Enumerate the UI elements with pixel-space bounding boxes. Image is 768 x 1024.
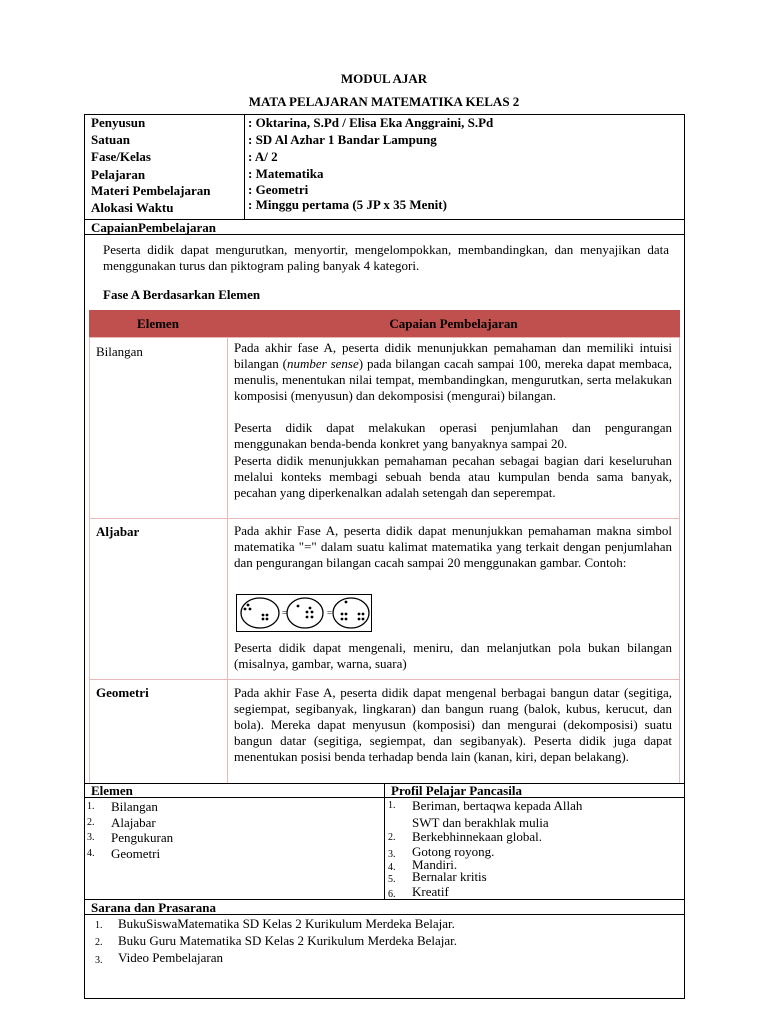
label-materi: Materi Pembelajaran — [91, 183, 211, 198]
list-number: 3. — [87, 832, 95, 843]
label-pelajaran: Pelajaran — [91, 167, 146, 182]
profil-item-6: Kreatif — [412, 884, 449, 899]
value-pelajaran: : Matematika — [248, 166, 324, 181]
sarana-heading: Sarana dan Prasarana — [91, 900, 216, 915]
row-element-geometri: Geometri — [96, 685, 149, 700]
inner-table-line-2 — [89, 679, 680, 680]
bilangan-p1-em: number sense — [286, 356, 359, 371]
list-number: 4. — [87, 847, 95, 859]
frame-left — [84, 114, 85, 998]
equals-sign-1: = — [282, 608, 288, 618]
document-subtitle: MATA PELAJARAN MATEMATIKA KELAS 2 — [248, 94, 520, 109]
label-fase-kelas: Fase/Kelas — [91, 149, 151, 164]
profil-number-6: 6. — [388, 889, 396, 900]
profil-item-1-cont: SWT dan berakhlak mulia — [412, 815, 549, 830]
profil-item-4: Mandiri. — [412, 857, 458, 872]
profil-item-1: Beriman, bertaqwa kepada Allah — [412, 798, 583, 813]
document-title: MODUL AJAR — [340, 71, 428, 86]
bilangan-p1-b: ) pada bilangan cacah sampai 100, mereka dapat membaca, menulis, menentukan nilai tempat, membandingkan, mengurutkan, serta melakukan komposisi (menyusun) dan dekomposisi (mengurai) bilangan. — [234, 356, 673, 403]
fase-heading: Fase A Berdasarkan Elemen — [103, 287, 261, 302]
profil-number-5: 5. — [388, 874, 396, 885]
sarana-item-3: Video Pembelajaran — [118, 950, 223, 965]
value-materi: : Geometri — [248, 182, 309, 197]
sarana-item-1: BukuSiswaMatematika SD Kelas 2 Kurikulum Merdeka Belajar. — [118, 916, 455, 931]
label-alokasi: Alokasi Waktu — [91, 200, 174, 215]
sarana-number-2: 2. — [95, 937, 103, 948]
row-element-bilangan: Bilangan — [96, 344, 143, 359]
inner-table-right — [679, 337, 680, 783]
profil-number-2: 2. — [388, 832, 396, 843]
inner-table-mid — [227, 337, 228, 783]
sarana-number-3: 3. — [95, 955, 103, 966]
list-item — [87, 830, 377, 846]
col-header-capaian: Capaian Pembelajaran — [389, 316, 518, 331]
bilangan-p1-a: Pada akhir fase A, peserta didik menunjukkan pemahaman dan memiliki intuisi bilangan ( — [234, 340, 672, 371]
inner-table-left — [89, 337, 90, 783]
sarana-item-2: Buku Guru Matematika SD Kelas 2 Kurikulum Merdeka Belajar. — [118, 933, 458, 948]
label-satuan: Satuan — [91, 132, 131, 147]
profil-item-5: Bernalar kritis — [412, 869, 487, 884]
bilangan-paragraph-1 — [234, 340, 672, 404]
label-penyusun: Penyusun — [91, 115, 146, 130]
capaian-table-header — [89, 310, 680, 337]
col-header-elemen: Elemen — [137, 316, 179, 331]
list-item — [87, 815, 377, 831]
row-element-aljabar: Aljabar — [96, 524, 140, 539]
profil-number-3: 3. — [388, 849, 396, 860]
profil-item-2: Berkebhinnekaan global. — [412, 829, 542, 844]
elemen-list — [87, 799, 377, 861]
inner-table-line-0 — [89, 337, 680, 338]
list-item — [87, 846, 377, 862]
profil-heading: Profil Pelajar Pancasila — [391, 783, 522, 798]
capaian-intro: Peserta didik dapat mengurutkan, menyortir, mengelompokkan, membandingkan, dan menyajikan data menggunakan turus dan piktogram paling banyak 4 kategori. — [103, 242, 669, 273]
list-item-text: Pengukuran — [111, 830, 174, 845]
list-item-text: Alajabar — [111, 814, 156, 830]
value-penyusun: : Oktarina, S.Pd / Elisa Eka Anggraini, S.Pd — [248, 115, 494, 130]
list-item-text: Bilangan — [111, 799, 158, 814]
bilangan-paragraph-3: Peserta didik menunjukkan pemahaman pecahan sebagai bagian dari keseluruhan melalui konteks membagi sebuah benda atau kumpulan benda sama banyak, pecahan yang diperkenalkan adalah setengah dan seperempat. — [234, 453, 672, 500]
bilangan-paragraph-2: Peserta didik dapat melakukan operasi penjumlahan dan pengurangan menggunakan benda-benda konkret yang banyaknya sampai 20. — [234, 420, 672, 451]
sarana-number-1: 1. — [95, 920, 103, 931]
frame-right — [684, 114, 685, 998]
equals-sign-2: = — [327, 608, 333, 618]
value-satuan: : SD Al Azhar 1 Bandar Lampung — [248, 132, 437, 147]
list-item — [87, 799, 377, 815]
geometri-paragraph-1: Pada akhir Fase A, peserta didik dapat mengenal berbagai bangun datar (segitiga, segiempat, segibanyak, lingkaran) dan bangun ruang (balok, kubus, kerucut, dan bola). Mereka dapat menyusun (komposisi) dan mengurai (dekomposisi) suatu bangun datar (segitiga, segiempat, dan segibanyak). Peserta didik juga dapat menentukan posisi benda terhadap benda lain (kanan, kiri, depan belakang). — [234, 685, 672, 764]
list-number: 1. — [87, 801, 95, 812]
aljabar-paragraph-1: Pada akhir Fase A, peserta didik dapat menunjukkan pemahaman makna simbol matematika "=" dalam suatu kalimat matematika yang terkait dengan penjumlahan dan pengurangan bilangan cacah sampai 20 menggunakan gambar. Contoh: — [234, 523, 672, 570]
elemen-heading: Elemen — [91, 783, 133, 798]
profil-number-4: 4. — [388, 862, 396, 873]
equation-example-picture — [236, 594, 372, 632]
frame-bottom — [84, 998, 685, 999]
list-item-text: Geometri — [111, 845, 161, 861]
aljabar-paragraph-2: Peserta didik dapat mengenali, meniru, dan melanjutkan pola bukan bilangan (misalnya, gambar, warna, suara) — [234, 640, 672, 671]
value-fase-kelas: : A/ 2 — [248, 149, 278, 164]
elemen-profil-divider — [384, 783, 385, 899]
inner-table-line-1 — [89, 518, 680, 519]
list-number: 2. — [87, 816, 95, 828]
profil-item-3: Gotong royong. — [412, 844, 495, 859]
value-alokasi: : Minggu pertama (5 JP x 35 Menit) — [248, 197, 447, 212]
profil-number-1: 1. — [388, 800, 396, 811]
header-divider — [244, 114, 245, 219]
capaian-heading: CapaianPembelajaran — [91, 220, 216, 235]
